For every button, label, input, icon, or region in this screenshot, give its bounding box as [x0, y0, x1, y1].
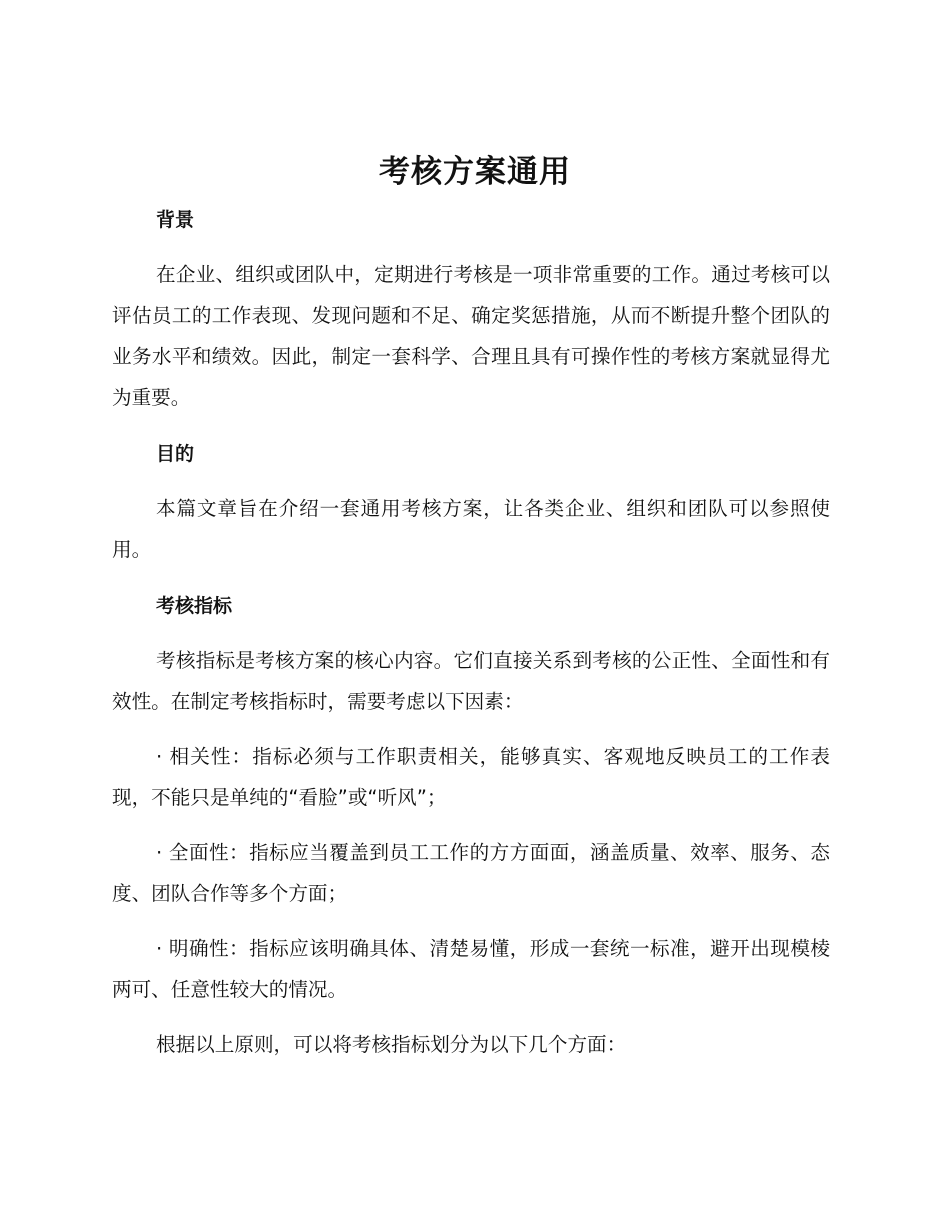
- indicator-bullet-comprehensiveness: · 全面性：指标应当覆盖到员工工作的方方面面，涵盖质量、效率、服务、态度、团队合作等多个方面；: [112, 841, 830, 905]
- section-heading-indicators: 考核指标: [156, 595, 233, 617]
- section-heading-background: 背景: [156, 209, 195, 231]
- document-title: 考核方案通用: [379, 154, 571, 190]
- section-heading-purpose: 目的: [156, 443, 195, 465]
- indicators-paragraph: 考核指标是考核方案的核心内容。它们直接关系到考核的公正性、全面性和有效性。在制定考核指标时，需要考虑以下因素：: [112, 649, 830, 713]
- indicator-bullet-clarity: · 明确性：指标应该明确具体、清楚易懂，形成一套统一标准，避开出现模棱两可、任意性较大的情况。: [112, 937, 830, 1001]
- indicators-closing-paragraph: 根据以上原则，可以将考核指标划分为以下几个方面：: [156, 1033, 627, 1056]
- indicator-bullet-relevance: · 相关性：指标必须与工作职责相关，能够真实、客观地反映员工的工作表现，不能只是单纯的“看脸”或“听风”；: [112, 745, 830, 809]
- purpose-paragraph: 本篇文章旨在介绍一套通用考核方案，让各类企业、组织和团队可以参照使用。: [112, 497, 830, 561]
- document-body: [112, 200, 830, 1065]
- background-paragraph: 在企业、组织或团队中，定期进行考核是一项非常重要的工作。通过考核可以评估员工的工作表现、发现问题和不足、确定奖惩措施，从而不断提升整个团队的业务水平和绩效。因此，制定一套科学、合理且具有可操作性的考核方案就显得尤为重要。: [112, 263, 830, 409]
